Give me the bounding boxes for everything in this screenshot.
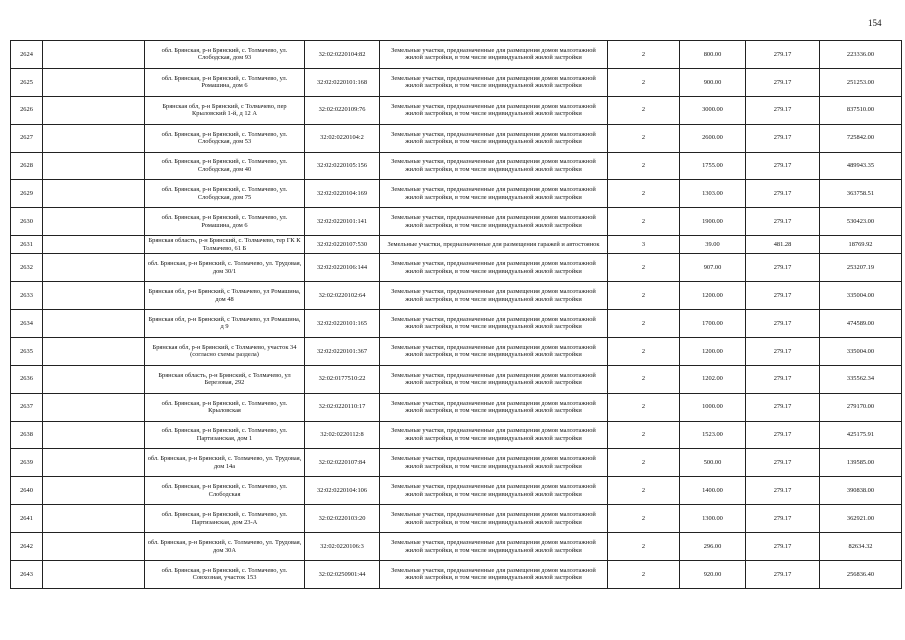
land-use-cell: Земельные участки, предназначенные для размещения домов малоэтажной жилой застройки, в том числе индивидуальной жилой застройки (380, 449, 608, 477)
cadastral-value-cell: 335562.34 (820, 365, 902, 393)
address-cell: обл. Брянская, р-н Брянский, с. Толмачево, ул. Слободская, дом 53 (145, 124, 305, 152)
row-number-cell: 2636 (11, 365, 43, 393)
empty-cell (43, 533, 145, 561)
land-use-cell: Земельные участки, предназначенные для размещения домов малоэтажной жилой застройки, в том числе индивидуальной жилой застройки (380, 505, 608, 533)
table-row (11, 41, 902, 69)
cadastral-value-cell: 256836.40 (820, 561, 902, 589)
category-cell: 2 (608, 561, 680, 589)
cadastral-value-cell: 363758.51 (820, 180, 902, 208)
area-cell: 1300.00 (680, 505, 746, 533)
area-cell: 3000.00 (680, 96, 746, 124)
table-row (11, 96, 902, 124)
area-cell: 1523.00 (680, 421, 746, 449)
category-cell: 2 (608, 68, 680, 96)
row-number-cell: 2631 (11, 236, 43, 254)
cadastral-number-cell: 32:02:0220106:3 (305, 533, 380, 561)
empty-cell (43, 152, 145, 180)
rate-cell: 279.17 (746, 180, 820, 208)
rate-cell: 279.17 (746, 421, 820, 449)
category-cell: 2 (608, 254, 680, 282)
address-cell: обл. Брянская, р-н Брянский, с. Толмачево, ул. Слободская, дом 93 (145, 41, 305, 69)
row-number-cell: 2640 (11, 477, 43, 505)
cadastral-number-cell: 32:02:0250901:44 (305, 561, 380, 589)
address-cell: обл. Брянская, р-н Брянский, с. Толмачево, ул. Слободская, дом 75 (145, 180, 305, 208)
empty-cell (43, 96, 145, 124)
land-use-cell: Земельные участки, предназначенные для размещения домов малоэтажной жилой застройки, в том числе индивидуальной жилой застройки (380, 152, 608, 180)
cadastral-value-cell: 362921.00 (820, 505, 902, 533)
rate-cell: 279.17 (746, 393, 820, 421)
row-number-cell: 2625 (11, 68, 43, 96)
empty-cell (43, 68, 145, 96)
empty-cell (43, 477, 145, 505)
land-use-cell: Земельные участки, предназначенные для размещения домов малоэтажной жилой застройки, в том числе индивидуальной жилой застройки (380, 365, 608, 393)
area-cell: 900.00 (680, 68, 746, 96)
land-registry-table (10, 40, 902, 589)
category-cell: 2 (608, 96, 680, 124)
table-row (11, 421, 902, 449)
rate-cell: 279.17 (746, 337, 820, 365)
empty-cell (43, 124, 145, 152)
rate-cell: 279.17 (746, 152, 820, 180)
category-cell: 2 (608, 477, 680, 505)
cadastral-number-cell: 32:02:0220104:106 (305, 477, 380, 505)
cadastral-number-cell: 32:02:0220101:165 (305, 310, 380, 338)
address-cell: обл. Брянская, р-н Брянский, с. Толмачево, ул. Трудовая, дом 14а (145, 449, 305, 477)
rate-cell: 279.17 (746, 254, 820, 282)
area-cell: 1755.00 (680, 152, 746, 180)
category-cell: 2 (608, 533, 680, 561)
row-number-cell: 2642 (11, 533, 43, 561)
table-row (11, 180, 902, 208)
row-number-cell: 2630 (11, 208, 43, 236)
land-use-cell: Земельные участки, предназначенные для размещения домов малоэтажной жилой застройки, в том числе индивидуальной жилой застройки (380, 561, 608, 589)
cadastral-value-cell: 82634.32 (820, 533, 902, 561)
rate-cell: 279.17 (746, 533, 820, 561)
address-cell: обл. Брянская, р-н Брянский, с. Толмачево, ул. Слободская, дом 40 (145, 152, 305, 180)
area-cell: 39.00 (680, 236, 746, 254)
row-number-cell: 2633 (11, 282, 43, 310)
row-number-cell: 2639 (11, 449, 43, 477)
area-cell: 2600.00 (680, 124, 746, 152)
table-row (11, 124, 902, 152)
row-number-cell: 2638 (11, 421, 43, 449)
cadastral-number-cell: 32:02:0220104:82 (305, 41, 380, 69)
cadastral-number-cell: 32:02:0220103:20 (305, 505, 380, 533)
cadastral-number-cell: 32:02:0220101:367 (305, 337, 380, 365)
row-number-cell: 2627 (11, 124, 43, 152)
table-row (11, 310, 902, 338)
table-row (11, 505, 902, 533)
empty-cell (43, 393, 145, 421)
empty-cell (43, 282, 145, 310)
cadastral-number-cell: 32:02:0220112:8 (305, 421, 380, 449)
land-use-cell: Земельные участки, предназначенные для размещения домов малоэтажной жилой застройки, в том числе индивидуальной жилой застройки (380, 421, 608, 449)
row-number-cell: 2628 (11, 152, 43, 180)
row-number-cell: 2635 (11, 337, 43, 365)
empty-cell (43, 254, 145, 282)
table-row (11, 152, 902, 180)
area-cell: 920.00 (680, 561, 746, 589)
cadastral-value-cell: 530423.00 (820, 208, 902, 236)
table-row (11, 337, 902, 365)
land-use-cell: Земельные участки, предназначенные для размещения домов малоэтажной жилой застройки, в том числе индивидуальной жилой застройки (380, 124, 608, 152)
category-cell: 2 (608, 124, 680, 152)
cadastral-value-cell: 474589.00 (820, 310, 902, 338)
land-use-cell: Земельные участки, предназначенные для размещения домов малоэтажной жилой застройки, в том числе индивидуальной жилой застройки (380, 41, 608, 69)
cadastral-value-cell: 335004.00 (820, 337, 902, 365)
table-row (11, 365, 902, 393)
cadastral-number-cell: 32:02:0220107:84 (305, 449, 380, 477)
land-use-cell: Земельные участки, предназначенные для размещения домов малоэтажной жилой застройки, в том числе индивидуальной жилой застройки (380, 68, 608, 96)
table-row (11, 393, 902, 421)
table-row (11, 533, 902, 561)
page-number: 154 (868, 18, 882, 28)
row-number-cell: 2624 (11, 41, 43, 69)
category-cell: 2 (608, 393, 680, 421)
cadastral-number-cell: 32:02:0220106:144 (305, 254, 380, 282)
table-row (11, 254, 902, 282)
category-cell: 2 (608, 337, 680, 365)
land-use-cell: Земельные участки, предназначенные для размещения домов малоэтажной жилой застройки, в том числе индивидуальной жилой застройки (380, 533, 608, 561)
area-cell: 1000.00 (680, 393, 746, 421)
empty-cell (43, 208, 145, 236)
row-number-cell: 2643 (11, 561, 43, 589)
row-number-cell: 2641 (11, 505, 43, 533)
land-use-cell: Земельные участки, предназначенные для размещения домов малоэтажной жилой застройки, в том числе индивидуальной жилой застройки (380, 337, 608, 365)
area-cell: 1700.00 (680, 310, 746, 338)
table-row (11, 282, 902, 310)
area-cell: 800.00 (680, 41, 746, 69)
address-cell: обл. Брянская, р-н Брянский, с. Толмачево, ул. Партизанская, дом 23-А (145, 505, 305, 533)
rate-cell: 279.17 (746, 477, 820, 505)
address-cell: Брянская область, р-н Брянский, с. Толмачево, тер ГК К Толмачево, 61 Б (145, 236, 305, 254)
empty-cell (43, 449, 145, 477)
cadastral-number-cell: 32:02:0220110:17 (305, 393, 380, 421)
row-number-cell: 2634 (11, 310, 43, 338)
cadastral-number-cell: 32:02:0220104:2 (305, 124, 380, 152)
table-row (11, 208, 902, 236)
cadastral-value-cell: 837510.00 (820, 96, 902, 124)
cadastral-number-cell: 32:02:0220107:530 (305, 236, 380, 254)
cadastral-value-cell: 279170.00 (820, 393, 902, 421)
table-row (11, 68, 902, 96)
cadastral-number-cell: 32:02:0177510:22 (305, 365, 380, 393)
table-row (11, 477, 902, 505)
address-cell: обл. Брянская, р-н Брянский, с. Толмачево, ул. Партизанская, дом 1 (145, 421, 305, 449)
cadastral-number-cell: 32:02:0220105:156 (305, 152, 380, 180)
rate-cell: 279.17 (746, 208, 820, 236)
area-cell: 1900.00 (680, 208, 746, 236)
category-cell: 2 (608, 152, 680, 180)
empty-cell (43, 365, 145, 393)
address-cell: Брянская обл, р-н Брянский, с Толмачево, участок 34 (согласно схемы раздела) (145, 337, 305, 365)
row-number-cell: 2637 (11, 393, 43, 421)
empty-cell (43, 310, 145, 338)
land-use-cell: Земельные участки, предназначенные для размещения гаражей и автостоянок (380, 236, 608, 254)
rate-cell: 279.17 (746, 68, 820, 96)
area-cell: 1200.00 (680, 337, 746, 365)
rate-cell: 279.17 (746, 365, 820, 393)
rate-cell: 279.17 (746, 561, 820, 589)
cadastral-number-cell: 32:02:0220102:64 (305, 282, 380, 310)
rate-cell: 279.17 (746, 310, 820, 338)
address-cell: обл. Брянская, р-н Брянский, с. Толмачево, ул. Ромашина, дом 6 (145, 208, 305, 236)
table-row (11, 449, 902, 477)
rate-cell: 279.17 (746, 449, 820, 477)
address-cell: обл. Брянская, р-н Брянский, с. Толмачево, ул. Слободская (145, 477, 305, 505)
cadastral-number-cell: 32:02:0220101:141 (305, 208, 380, 236)
cadastral-value-cell: 725842.00 (820, 124, 902, 152)
table-body (11, 41, 902, 589)
table-row (11, 236, 902, 254)
category-cell: 2 (608, 365, 680, 393)
area-cell: 1200.00 (680, 282, 746, 310)
address-cell: обл. Брянская, р-н Брянский, с. Толмачево, ул. Крыловская (145, 393, 305, 421)
row-number-cell: 2629 (11, 180, 43, 208)
empty-cell (43, 41, 145, 69)
cadastral-value-cell: 251253.00 (820, 68, 902, 96)
address-cell: Брянская обл, р-н Брянский, с Толмачево, ул Ромашина, д 9 (145, 310, 305, 338)
address-cell: Брянская обл, р-н Брянский, с Толмачево, ул Ромашина, дом 48 (145, 282, 305, 310)
area-cell: 1303.00 (680, 180, 746, 208)
empty-cell (43, 421, 145, 449)
empty-cell (43, 337, 145, 365)
row-number-cell: 2626 (11, 96, 43, 124)
area-cell: 296.00 (680, 533, 746, 561)
area-cell: 1400.00 (680, 477, 746, 505)
cadastral-value-cell: 18769.92 (820, 236, 902, 254)
category-cell: 2 (608, 180, 680, 208)
land-use-cell: Земельные участки, предназначенные для размещения домов малоэтажной жилой застройки, в том числе индивидуальной жилой застройки (380, 393, 608, 421)
area-cell: 1202.00 (680, 365, 746, 393)
land-use-cell: Земельные участки, предназначенные для размещения домов малоэтажной жилой застройки, в том числе индивидуальной жилой застройки (380, 310, 608, 338)
rate-cell: 279.17 (746, 505, 820, 533)
cadastral-number-cell: 32:02:0220104:169 (305, 180, 380, 208)
empty-cell (43, 236, 145, 254)
address-cell: Брянская область, р-н Брянский, с Толмачево, ул Березовая, 292 (145, 365, 305, 393)
empty-cell (43, 561, 145, 589)
address-cell: обл. Брянская, р-н Брянский, с. Толмачево, ул. Трудовая, дом 30/1 (145, 254, 305, 282)
cadastral-value-cell: 253207.19 (820, 254, 902, 282)
area-cell: 500.00 (680, 449, 746, 477)
category-cell: 2 (608, 505, 680, 533)
category-cell: 2 (608, 282, 680, 310)
cadastral-value-cell: 489943.35 (820, 152, 902, 180)
category-cell: 2 (608, 421, 680, 449)
address-cell: обл. Брянская, р-н Брянский, с. Толмачево, ул. Совхозная, участок 153 (145, 561, 305, 589)
table-row (11, 561, 902, 589)
cadastral-number-cell: 32:02:0220109:76 (305, 96, 380, 124)
land-use-cell: Земельные участки, предназначенные для размещения домов малоэтажной жилой застройки, в том числе индивидуальной жилой застройки (380, 208, 608, 236)
land-use-cell: Земельные участки, предназначенные для размещения домов малоэтажной жилой застройки, в том числе индивидуальной жилой застройки (380, 96, 608, 124)
address-cell: обл. Брянская, р-н Брянский, с. Толмачево, ул. Трудовая, дом 30А (145, 533, 305, 561)
rate-cell: 481.28 (746, 236, 820, 254)
cadastral-value-cell: 223336.00 (820, 41, 902, 69)
rate-cell: 279.17 (746, 124, 820, 152)
empty-cell (43, 505, 145, 533)
row-number-cell: 2632 (11, 254, 43, 282)
land-use-cell: Земельные участки, предназначенные для размещения домов малоэтажной жилой застройки, в том числе индивидуальной жилой застройки (380, 180, 608, 208)
empty-cell (43, 180, 145, 208)
area-cell: 907.00 (680, 254, 746, 282)
rate-cell: 279.17 (746, 41, 820, 69)
address-cell: обл. Брянская, р-н Брянский, с. Толмачево, ул. Ромашина, дом 6 (145, 68, 305, 96)
cadastral-value-cell: 139585.00 (820, 449, 902, 477)
address-cell: Брянская обл, р-н Брянский, с Толмачево, пер Крыловский 1-й, д 12 А (145, 96, 305, 124)
land-use-cell: Земельные участки, предназначенные для размещения домов малоэтажной жилой застройки, в том числе индивидуальной жилой застройки (380, 477, 608, 505)
cadastral-value-cell: 335004.00 (820, 282, 902, 310)
cadastral-value-cell: 390838.00 (820, 477, 902, 505)
land-use-cell: Земельные участки, предназначенные для размещения домов малоэтажной жилой застройки, в том числе индивидуальной жилой застройки (380, 282, 608, 310)
rate-cell: 279.17 (746, 282, 820, 310)
land-use-cell: Земельные участки, предназначенные для размещения домов малоэтажной жилой застройки, в том числе индивидуальной жилой застройки (380, 254, 608, 282)
cadastral-value-cell: 425175.91 (820, 421, 902, 449)
category-cell: 2 (608, 310, 680, 338)
category-cell: 2 (608, 449, 680, 477)
category-cell: 2 (608, 208, 680, 236)
cadastral-number-cell: 32:02:0220101:168 (305, 68, 380, 96)
category-cell: 3 (608, 236, 680, 254)
category-cell: 2 (608, 41, 680, 69)
rate-cell: 279.17 (746, 96, 820, 124)
